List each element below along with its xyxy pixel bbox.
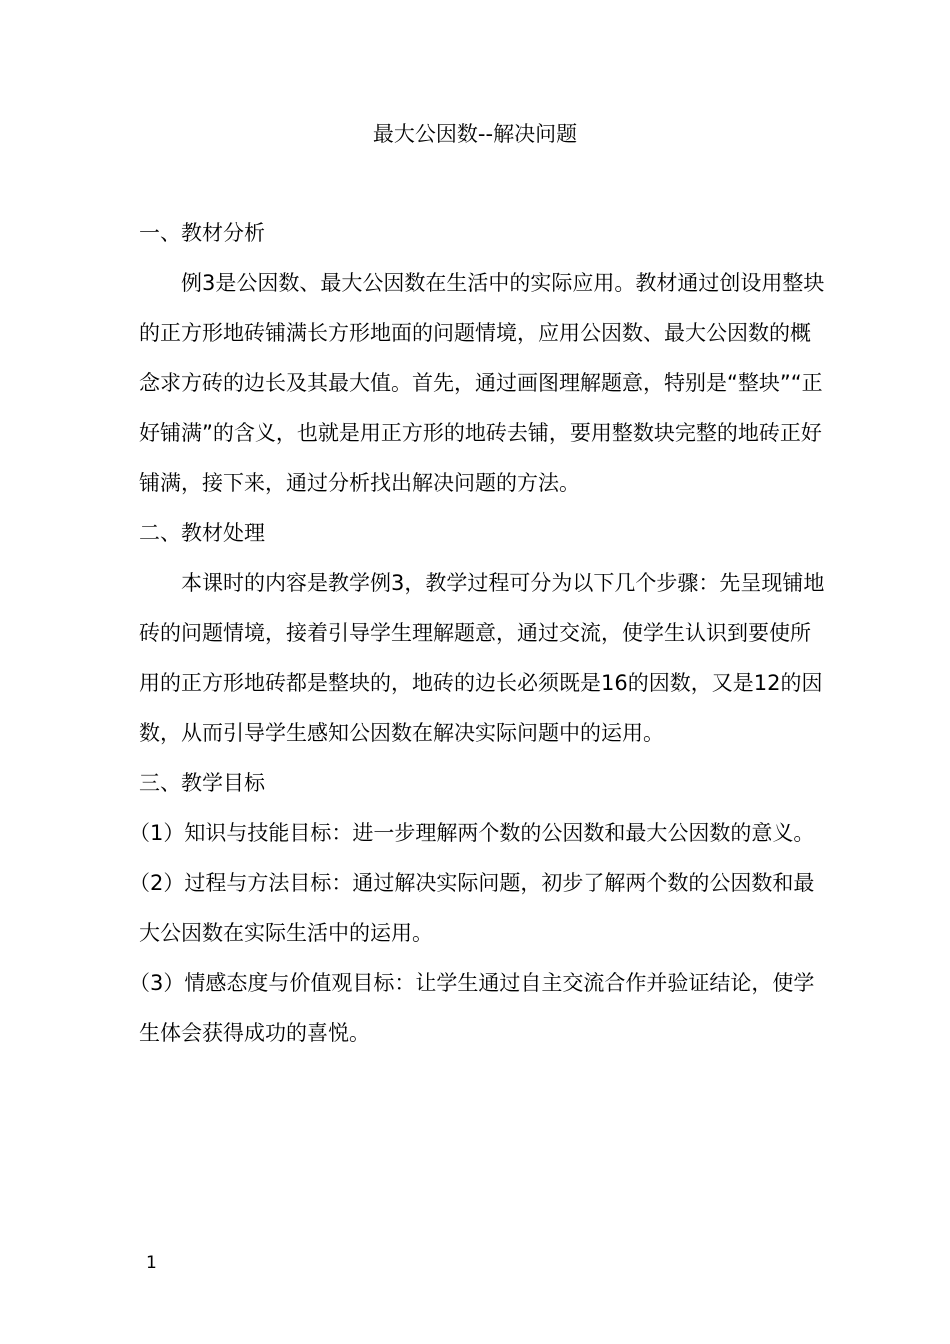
section-heading-handling: 二、教材处理: [139, 521, 265, 545]
goal-item-2: （2）过程与方法目标：通过解决实际问题，初步了解两个数的公因数和最大公因数在实际生活中的运用。: [129, 871, 815, 945]
section-heading-analysis: 一、教材分析: [139, 221, 265, 245]
paragraph-handling: 本课时的内容是教学例3，教学过程可分为以下几个步骤：先呈现铺地砖的问题情境，接着引导学生理解题意，通过交流，使学生认识到要使所用的正方形地砖都是整块的，地砖的边长必须既是16的因数，又是12的因数，从而引导学生感知公因数在解决实际问题中的运用。: [139, 571, 825, 745]
paragraph-analysis: 例3是公因数、最大公因数在生活中的实际应用。教材通过创设用整块的正方形地砖铺满长方形地面的问题情境，应用公因数、最大公因数的概念求方砖的边长及其最大值。首先，通过画图理解题意，特别是“整块”“正好铺满”的含义，也就是用正方形的地砖去铺，要用整数块完整的地砖正好铺满，接下来，通过分析找出解决问题的方法。: [139, 271, 825, 495]
section-heading-goals: 三、教学目标: [139, 771, 265, 795]
goal-item-3: （3）情感态度与价值观目标：让学生通过自主交流合作并验证结论，使学生体会获得成功的喜悦。: [129, 971, 815, 1045]
document-body: [129, 208, 825, 1058]
goal-item-1: （1）知识与技能目标：进一步理解两个数的公因数和最大公因数的意义。: [129, 821, 815, 845]
document-title: 最大公因数--解决问题: [372, 122, 578, 146]
page-number: 1: [146, 1253, 157, 1273]
